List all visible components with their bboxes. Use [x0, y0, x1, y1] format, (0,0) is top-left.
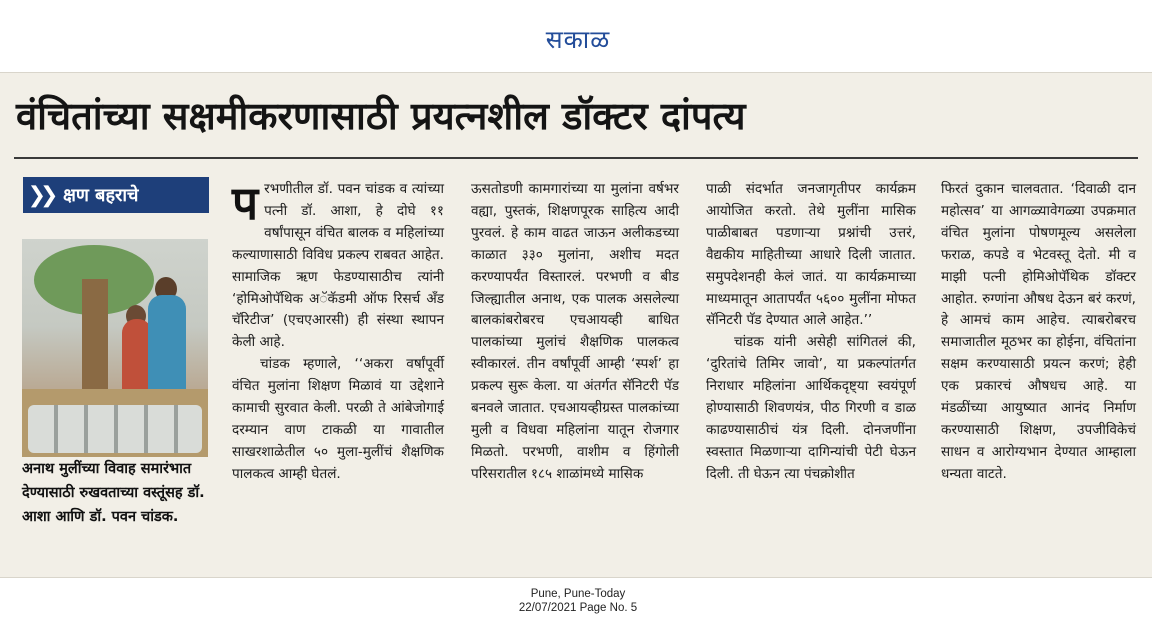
- headline-rule: [14, 157, 1138, 159]
- article-column-3: [706, 179, 916, 486]
- article-column-4: [941, 179, 1136, 486]
- page-footer: [0, 587, 1156, 615]
- column-tag: [23, 177, 209, 213]
- newspaper-masthead: सकाळ: [545, 25, 611, 54]
- article-column-2: [471, 179, 679, 486]
- paragraph: ऊसतोडणी कामगारांच्या या मुलांना वर्षभर वह्या, पुस्तकं, शिक्षणपूरक साहित्य आदी पुरवलं. हे काम वाढत जाऊन अलीकडच्या काळात ३३० मुलांना, अशीच मदत करण्यापर्यंत विस्तारलं. परभणी व बीड जिल्ह्यातील अनाथ, एक पालक असलेल्या बालकांबरोबरच एचआयव्ही बाधित पालकांच्या मुलांचं शैक्षणिक पालकत्व स्वीकारलं. तीन वर्षांपूर्वी आम्ही ‘स्पर्श’ हा प्रकल्प सुरू केला. या अंतर्गत सॅनिटरी पॅड बनवले जातात. एचआयव्हीग्रस्त पालकांच्या मुली व विधवा महिलांना यातून रोजगार मिळतो. परभणी, वाशीम व हिंगोली परिसरातील १८५ शाळांमध्ये मासिक: [471, 181, 679, 482]
- date-page-label: 22/07/2021 Page No. 5: [518, 602, 638, 614]
- photo-caption: अनाथ मुलींच्या विवाह समारंभात देण्यासाठी रुखवताच्या वस्तूंसह डॉ. आशा आणि डॉ. पवन चांडक.: [22, 461, 205, 525]
- paragraph: चांडक म्हणाले, ‘‘अकरा वर्षांपूर्वी वंचित मुलांना शिक्षण मिळावं या उद्देशाने कामाची सुरवात केली. परळी ते आंबेजोगाई दरम्यान वाण टाकळी या गावातील साखरशाळेतील ५० मुला-मुलींचं शैक्षणिक पालकत्व आम्ही घेतलं.: [232, 356, 444, 482]
- paragraph: परभणीतील डॉ. पवन चांडक व त्यांच्या पत्नी डॉ. आशा, हे दोघे ११ वर्षांपासून वंचित बालक व महिलांच्या कल्याणासाठी विविध प्रकल्प राबवत आहेत. सामाजिक ऋण फेडण्यासाठीच त्यांनी ‘होमिओपॅथिक अॅकॅडमी ऑफ रिसर्च अँड चॅरिटीज’ (एचएआरसी) ही संस्था स्थापन केली आहे.: [232, 176, 444, 351]
- edition-label: Pune, Pune-Today: [530, 588, 626, 600]
- drop-cap: प: [232, 176, 259, 230]
- double-chevron-icon: ❯❯: [27, 182, 53, 208]
- paragraph: फिरतं दुकान चालवतात. ‘दिवाळी दान महोत्सव’ या आगळ्यावेगळ्या उपक्रमात वंचित मुलांना पोषणमूल्य असलेला फराळ, कपडे व भेटवस्तू देतो. मी व माझी पत्नी होमिओपॅथिक डॉक्टर आहोत. रुग्णांना औषध देऊन बरं करणं, हे आमचं काम आहेच. त्याबरोबरच समाजातील मूठभर का होईना, वंचितांना सक्षम करण्यासाठी प्रयत्न करणं; हेही एक प्रकारचं औषधच आहे. या मंडळींच्या आयुष्यात आनंद निर्माण करण्यासाठी शिक्षण, उपजीविकेचं साधन व आरोग्यभान देण्यात आम्हाला धन्यता वाटते.: [941, 181, 1136, 482]
- article-headline: वंचितांच्या सक्षमीकरणासाठी प्रयत्नशील डॉक्टर दांपत्य: [16, 94, 746, 138]
- article-column-1: [232, 176, 444, 486]
- paragraph: पाळी संदर्भात जनजागृतीपर कार्यक्रम आयोजित करतो. तेथे मुलींना मासिक पाळीबाबत पडणाऱ्या प्रश्नांची उत्तरं, वैद्यकीय माहितीच्या आधारे दिली जातात. समुपदेशनही केलं जातं. या कार्यक्रमाच्या माध्यमातून आतापर्यंत ५६०० मुलींना मोफत सॅनिटरी पॅड देण्यात आले आहेत.’’: [706, 181, 916, 329]
- news-clipping: [0, 72, 1152, 578]
- article-photo: [22, 239, 208, 457]
- column-name: क्षण बहराचे: [63, 185, 139, 206]
- paragraph: चांडक यांनी असेही सांगितलं की, ‘दुरितांचे तिमिर जावो’, या प्रकल्पांतर्गत निराधार महिलांना आर्थिकदृष्ट्या स्वयंपूर्ण होण्यासाठी शिवणयंत्र, पीठ गिरणी व डाळ काढण्यासाठीचं यंत्र दिली. दोनजणींना स्वस्तात मिळणाऱ्या दागिन्यांची पेटी घेऊन दिली. ती घेऊन त्या पंचक्रोशीत: [706, 334, 916, 482]
